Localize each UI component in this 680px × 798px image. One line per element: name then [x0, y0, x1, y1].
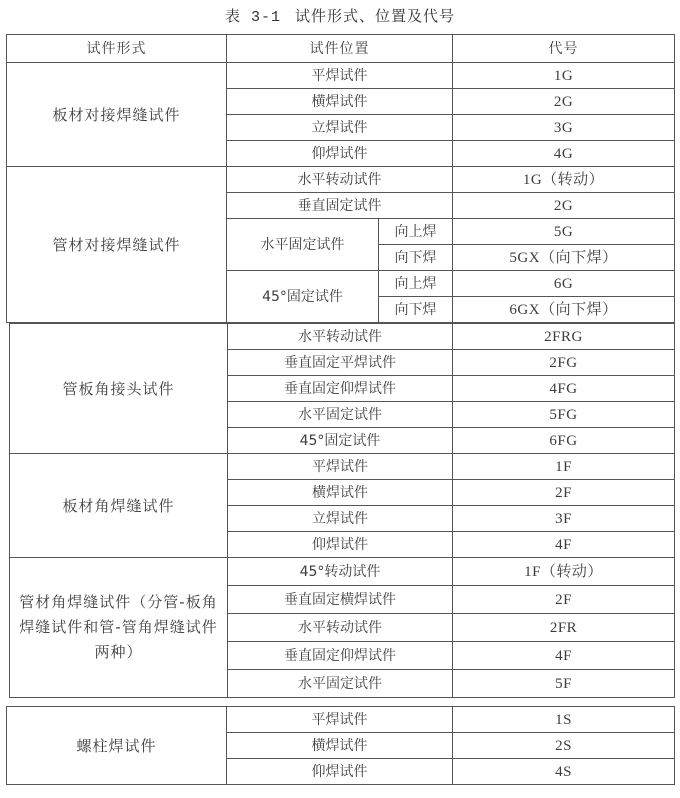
form-cell: 板材角焊缝试件	[10, 454, 228, 558]
table-row	[7, 167, 675, 193]
table-caption	[0, 5, 680, 26]
code-cell: 2G	[453, 89, 675, 115]
position-cell: 仰焊试件	[227, 141, 453, 167]
code-cell: 6GX（向下焊）	[453, 297, 675, 323]
table-row	[7, 63, 675, 89]
position-cell: 垂直固定横焊试件	[228, 586, 453, 614]
form-cell: 管材角焊缝试件（分管-板角焊缝试件和管-管角焊缝试件两种）	[10, 558, 228, 698]
position-cell: 立焊试件	[228, 506, 453, 532]
specimen-table-part-3	[6, 706, 675, 785]
caption-title: 试件形式、位置及代号	[295, 7, 456, 25]
position-cell: 立焊试件	[227, 115, 453, 141]
code-cell: 6G	[453, 271, 675, 297]
sub-position-cell: 向上焊	[379, 219, 453, 245]
position-cell: 横焊试件	[228, 480, 453, 506]
code-cell: 5G	[453, 219, 675, 245]
code-cell: 3F	[453, 506, 675, 532]
code-cell: 5F	[453, 670, 675, 698]
position-cell: 垂直固定仰焊试件	[228, 376, 453, 402]
code-cell: 6FG	[453, 428, 675, 454]
code-cell: 5FG	[453, 402, 675, 428]
specimen-table-part-2	[9, 323, 675, 698]
position-cell: 45°固定试件	[228, 428, 453, 454]
position-cell: 水平转动试件	[227, 167, 453, 193]
code-cell: 2G	[453, 193, 675, 219]
position-cell: 水平转动试件	[228, 324, 453, 350]
table-row	[10, 454, 675, 480]
form-cell: 管材对接焊缝试件	[7, 167, 227, 323]
position-cell: 45°固定试件	[227, 271, 379, 323]
header-form: 试件形式	[7, 35, 227, 63]
table-header-row	[7, 35, 675, 63]
sub-position-cell: 向下焊	[379, 245, 453, 271]
code-cell: 2F	[453, 480, 675, 506]
code-cell: 1S	[453, 707, 675, 733]
table-row	[7, 707, 675, 733]
position-cell: 水平固定试件	[228, 670, 453, 698]
position-cell: 水平固定试件	[228, 402, 453, 428]
position-cell: 仰焊试件	[227, 759, 453, 785]
sub-position-cell: 向上焊	[379, 271, 453, 297]
header-code: 代号	[453, 35, 675, 63]
code-cell: 2FG	[453, 350, 675, 376]
code-cell: 3G	[453, 115, 675, 141]
code-cell: 1G	[453, 63, 675, 89]
code-cell: 1G（转动）	[453, 167, 675, 193]
code-cell: 4S	[453, 759, 675, 785]
code-cell: 4FG	[453, 376, 675, 402]
specimen-table-part-1	[6, 34, 675, 323]
code-cell: 2FR	[453, 614, 675, 642]
position-cell: 水平转动试件	[228, 614, 453, 642]
code-cell: 2F	[453, 586, 675, 614]
position-cell: 平焊试件	[227, 707, 453, 733]
caption-number: 表 3-1	[224, 9, 281, 26]
position-cell: 仰焊试件	[228, 532, 453, 558]
code-cell: 5GX（向下焊）	[453, 245, 675, 271]
code-cell: 4F	[453, 532, 675, 558]
form-cell: 板材对接焊缝试件	[7, 63, 227, 167]
position-cell: 平焊试件	[228, 454, 453, 480]
form-cell: 管板角接头试件	[10, 324, 228, 454]
position-cell: 平焊试件	[227, 63, 453, 89]
code-cell: 2FRG	[453, 324, 675, 350]
header-position: 试件位置	[227, 35, 453, 63]
sub-position-cell: 向下焊	[379, 297, 453, 323]
code-cell: 1F（转动）	[453, 558, 675, 586]
position-cell: 垂直固定平焊试件	[228, 350, 453, 376]
position-cell: 垂直固定试件	[227, 193, 453, 219]
position-cell: 横焊试件	[227, 89, 453, 115]
code-cell: 4F	[453, 642, 675, 670]
position-cell: 横焊试件	[227, 733, 453, 759]
position-cell: 垂直固定仰焊试件	[228, 642, 453, 670]
table-row	[10, 558, 675, 586]
position-cell: 45°转动试件	[228, 558, 453, 586]
code-cell: 4G	[453, 141, 675, 167]
code-cell: 2S	[453, 733, 675, 759]
position-cell: 水平固定试件	[227, 219, 379, 271]
form-cell: 螺柱焊试件	[7, 707, 227, 785]
code-cell: 1F	[453, 454, 675, 480]
table-row	[10, 324, 675, 350]
